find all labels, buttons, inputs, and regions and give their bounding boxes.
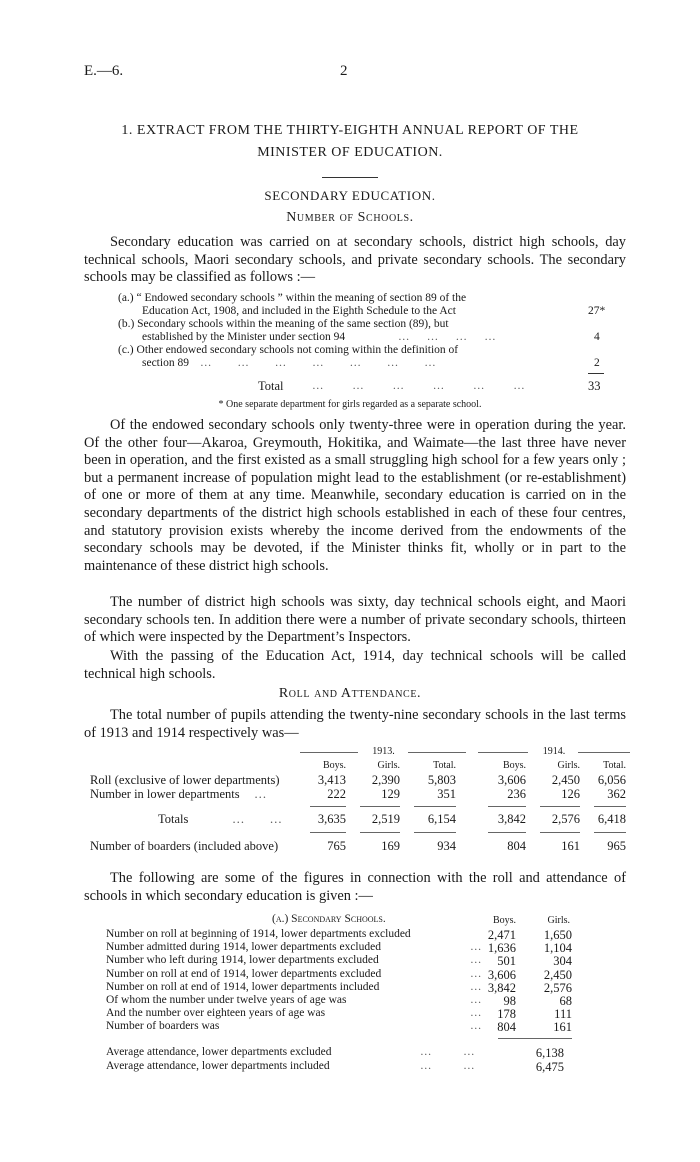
totals-label: Totals xyxy=(158,812,189,826)
year-1914-header: 1914. xyxy=(542,746,566,757)
classification-a-line1: (a.) “ Endowed secondary schools ” within the meaning of section 89 of the xyxy=(118,292,467,304)
sum-rule xyxy=(540,832,580,833)
leader-dots: … … … … … … xyxy=(312,380,525,392)
sum-rule xyxy=(594,832,626,833)
totals-cell: 3,635 xyxy=(317,812,346,826)
totals-cell: 2,519 xyxy=(371,812,400,826)
paragraph-education-act: With the passing of the Education Act, 1914, day technical schools will be called technical high schools. xyxy=(84,648,626,682)
totals-cell: 2,576 xyxy=(551,812,580,826)
secondary-boys-cell: 2,471 xyxy=(487,928,516,942)
boarders-cell: 169 xyxy=(381,839,400,853)
leader-dots: … xyxy=(470,968,482,980)
sum-rule xyxy=(360,832,400,833)
col-boys: Boys. xyxy=(492,915,516,926)
boarders-cell: 934 xyxy=(437,839,456,853)
sum-rule xyxy=(310,806,346,807)
leader-dots: … xyxy=(470,954,482,966)
roll-cell: 236 xyxy=(507,787,526,801)
paragraph-school-numbers: The number of district high schools was sixty, day technical schools eight, and Maori secondary schools ten. In addition there were a number of private secondary schools, thirteen of which were inspected by the Department’s Inspectors. xyxy=(84,594,626,646)
secondary-row-label: Number on roll at end of 1914, lower departments excluded xyxy=(106,968,382,980)
average-attendance-label: Average attendance, lower departments included xyxy=(106,1060,330,1072)
roll-row-label: Number in lower departments xyxy=(90,787,240,801)
sum-rule xyxy=(594,806,626,807)
secondary-schools-heading xyxy=(272,913,386,925)
totals-cell: 3,842 xyxy=(497,812,526,826)
roll-cell: 129 xyxy=(381,787,400,801)
leader-dots: … … … … xyxy=(398,331,496,343)
roll-cell: 3,606 xyxy=(497,773,526,787)
roll-row-label: Roll (exclusive of lower departments) xyxy=(90,773,280,787)
sum-rule xyxy=(488,806,526,807)
sum-rule xyxy=(414,832,456,833)
leader-dots: … xyxy=(470,981,482,993)
sum-rule xyxy=(360,806,400,807)
page-number: 2 xyxy=(340,63,348,79)
classification-footnote: * One separate department for girls regarded as a separate school. xyxy=(218,399,482,410)
sum-rule xyxy=(540,806,580,807)
classification-total-label: Total xyxy=(258,379,284,393)
secondary-boys-cell: 98 xyxy=(503,994,516,1008)
report-title-line2: MINISTER OF EDUCATION. xyxy=(257,145,443,160)
secondary-boys-cell: 3,842 xyxy=(487,981,516,995)
leader-dots: … xyxy=(470,1020,482,1032)
roll-cell: 3,413 xyxy=(317,773,346,787)
roll-cell: 126 xyxy=(561,787,580,801)
secondary-row-label: Of whom the number under twelve years of age was xyxy=(106,994,347,1006)
sum-rule xyxy=(488,832,526,833)
leader-dots: … … xyxy=(420,1046,475,1058)
secondary-girls-cell: 1,650 xyxy=(543,928,572,942)
roll-cell: 2,390 xyxy=(371,773,400,787)
secondary-girls-cell: 1,104 xyxy=(543,941,572,955)
secondary-boys-cell: 804 xyxy=(497,1020,516,1034)
classification-c-line2: section 89 xyxy=(142,357,189,369)
secondary-row-label: Number admitted during 1914, lower departments excluded xyxy=(106,941,381,953)
sum-rule xyxy=(414,806,456,807)
col-girls-1914: Girls. xyxy=(557,760,580,771)
average-attendance-label: Average attendance, lower departments excluded xyxy=(106,1046,332,1058)
classification-c-line1: (c.) Other endowed secondary schools not coming within the definition of xyxy=(118,344,459,356)
roll-cell: 6,056 xyxy=(597,773,626,787)
secondary-row-label: Number on roll at end of 1914, lower departments included xyxy=(106,981,380,993)
totals-cell: 6,154 xyxy=(427,812,456,826)
secondary-boys-cell: 1,636 xyxy=(487,941,516,955)
average-attendance-value: 6,475 xyxy=(535,1060,564,1074)
secondary-schools-heading-text: (a.) Secondary Schools. xyxy=(272,913,386,925)
col-girls-1913: Girls. xyxy=(377,760,400,771)
roll-cell: 2,450 xyxy=(551,773,580,787)
secondary-boys-cell: 178 xyxy=(497,1007,516,1021)
secondary-row-label: Number who left during 1914, lower departments excluded xyxy=(106,954,379,966)
report-title-line1: 1. EXTRACT FROM THE THIRTY-EIGHTH ANNUAL REPORT OF THE xyxy=(121,123,579,138)
leader-dots: … … xyxy=(232,812,282,826)
boarders-cell: 804 xyxy=(507,839,526,853)
secondary-girls-cell: 304 xyxy=(553,954,572,968)
secondary-boys-cell: 3,606 xyxy=(487,968,516,982)
classification-b-line2: established by the Minister under section 94 xyxy=(142,331,346,343)
average-attendance-value: 6,138 xyxy=(535,1046,564,1060)
classification-total-value: 33 xyxy=(588,379,601,393)
paragraph-following-figures: The following are some of the figures in connection with the roll and attendance of schools in which secondary education is given :— xyxy=(84,870,626,904)
secondary-girls-cell: 2,450 xyxy=(543,968,572,982)
roll-cell: 362 xyxy=(607,787,626,801)
report-series-code: E.—6. xyxy=(84,63,124,79)
leader-dots: … … xyxy=(420,1060,475,1072)
leader-dots: … xyxy=(470,994,482,1006)
roll-intro: The total number of pupils attending the twenty-nine secondary schools in the last terms of 1913 and 1914 respectively was— xyxy=(84,707,626,741)
roll-cell: 5,803 xyxy=(427,773,456,787)
secondary-girls-cell: 111 xyxy=(554,1007,572,1021)
classification-b-line1: (b.) Secondary schools within the meaning of the same section (89), but xyxy=(118,318,449,330)
sum-rule xyxy=(498,1038,572,1039)
leader-dots: … … … … … … … xyxy=(200,357,436,369)
secondary-girls-cell: 68 xyxy=(559,994,572,1008)
boarders-cell: 965 xyxy=(607,839,626,853)
year-1913-header: 1913. xyxy=(372,746,395,757)
secondary-girls-cell: 161 xyxy=(553,1020,572,1034)
roll-cell: 222 xyxy=(327,787,346,801)
leader-dots: … xyxy=(254,787,267,801)
leader-dots: … xyxy=(470,1007,482,1019)
boarders-cell: 765 xyxy=(327,839,346,853)
sum-rule xyxy=(588,373,604,374)
secondary-row-label: Number on roll at beginning of 1914, lower departments excluded xyxy=(106,928,411,940)
secondary-row-label: Number of boarders was xyxy=(106,1020,220,1032)
roll-heading: Roll and Attendance. xyxy=(278,686,422,701)
paragraph-intro: Secondary education was carried on at secondary schools, district high schools, day technical schools, Maori secondary schools, and private secondary schools. The secondary schools may be classified as follows :— xyxy=(84,234,626,286)
secondary-boys-cell: 501 xyxy=(497,954,516,968)
roll-cell: 351 xyxy=(437,787,456,801)
col-total-1913: Total. xyxy=(433,760,456,771)
boarders-cell: 161 xyxy=(561,839,580,853)
col-boys-1914: Boys. xyxy=(502,760,526,771)
paragraph-endowed-schools: Of the endowed secondary schools only twenty-three were in operation during the year. Of the other four—Akaroa, Greymouth, Hokitika, and Waimate—the last three have never been in operation, and the first existed as a small struggling high school for a few years only ; but a permanent increase of population might lead to the establishment (or re-establishment) of one or more of them at any time. Meanwhile, secondary education is carried on in the secondary departments of the district high schools established in each of these four centres, and statutory provision exists whereby the income derived from the endowments of the secondary schools may be devoted, if the Minister thinks fit, wholly or in part to the maintenance of these district high schools. xyxy=(84,417,626,574)
leader-dots: … xyxy=(470,941,482,953)
section-subheading: Number of Schools. xyxy=(286,210,414,225)
classification-a-line2: Education Act, 1908, and included in the Eighth Schedule to the Act xyxy=(142,305,456,317)
secondary-row-label: And the number over eighteen years of age was xyxy=(106,1007,326,1019)
classification-b-value: 4 xyxy=(594,331,600,343)
col-boys-1913: Boys. xyxy=(322,760,346,771)
classification-a-value: 27* xyxy=(588,305,606,317)
col-total-1914: Total. xyxy=(603,760,626,771)
sum-rule xyxy=(310,832,346,833)
title-divider xyxy=(322,177,378,178)
section-heading: SECONDARY EDUCATION. xyxy=(264,188,436,203)
boarders-label: Number of boarders (included above) xyxy=(90,839,279,853)
totals-cell: 6,418 xyxy=(597,812,626,826)
secondary-girls-cell: 2,576 xyxy=(543,981,572,995)
col-girls: Girls. xyxy=(547,915,570,926)
classification-c-value: 2 xyxy=(594,357,600,369)
